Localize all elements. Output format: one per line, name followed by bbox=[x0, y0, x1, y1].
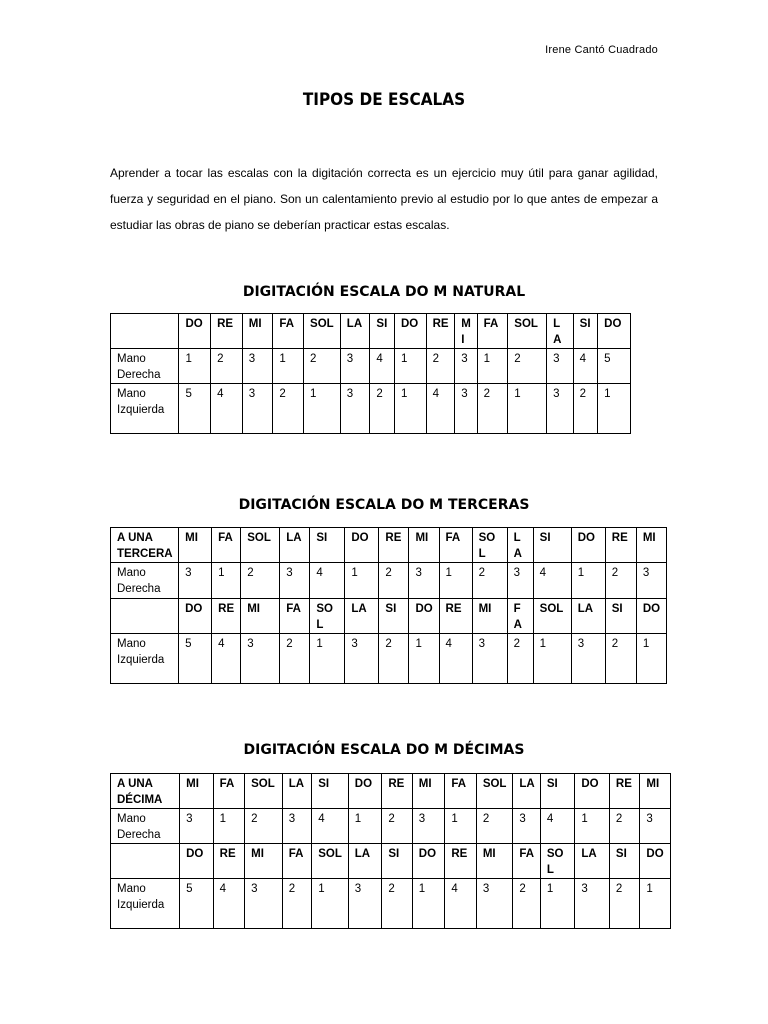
note-cell: RE bbox=[426, 314, 455, 349]
note-cell: RE bbox=[605, 528, 636, 563]
note-cell: SOL bbox=[310, 599, 345, 634]
note-cell: MI bbox=[455, 314, 477, 349]
finger-cell: 4 bbox=[573, 349, 598, 384]
intro-paragraph: Aprender a tocar las escalas con la digitación correcta es un ejercicio muy útil para ganar agilidad, fuerza y seguridad en el piano. Son un calentamiento previo al estudio por lo que antes de empezar a estudiar las obras de piano se deberían practicar estas escalas. bbox=[110, 166, 658, 232]
note-cell: FA bbox=[273, 314, 304, 349]
note-cell: FA bbox=[213, 774, 245, 809]
finger-cell: 3 bbox=[409, 563, 439, 599]
finger-cell: 3 bbox=[571, 634, 605, 684]
fingering-row bbox=[111, 809, 671, 844]
finger-cell: 1 bbox=[394, 349, 426, 384]
fingering-row bbox=[111, 384, 631, 434]
finger-cell: 1 bbox=[412, 879, 445, 929]
finger-cell: 1 bbox=[179, 349, 211, 384]
finger-cell: 3 bbox=[179, 563, 212, 599]
finger-cell: 4 bbox=[212, 634, 241, 684]
finger-cell: 3 bbox=[636, 563, 666, 599]
page-title: TIPOS DE ESCALAS bbox=[302, 90, 466, 110]
finger-cell: 3 bbox=[640, 809, 671, 844]
finger-cell: 2 bbox=[426, 349, 455, 384]
note-cell: FA bbox=[282, 844, 311, 879]
finger-cell: 3 bbox=[180, 809, 214, 844]
note-cell: SI bbox=[540, 774, 575, 809]
note-cell: MI bbox=[472, 599, 507, 634]
notes-row bbox=[111, 844, 671, 879]
note-cell: LA bbox=[340, 314, 370, 349]
finger-cell: 3 bbox=[345, 634, 379, 684]
finger-cell: 3 bbox=[513, 809, 540, 844]
finger-cell: 1 bbox=[273, 349, 304, 384]
finger-cell: 4 bbox=[213, 879, 245, 929]
finger-cell: 1 bbox=[345, 563, 379, 599]
section-title-terceras: DIGITACIÓN ESCALA DO M TERCERAS bbox=[238, 497, 530, 513]
note-cell: LA bbox=[547, 314, 574, 349]
finger-cell: 1 bbox=[598, 384, 631, 434]
row-header: Mano Derecha bbox=[111, 563, 179, 599]
finger-cell: 1 bbox=[439, 563, 472, 599]
note-cell: LA bbox=[571, 599, 605, 634]
finger-cell: 2 bbox=[282, 879, 311, 929]
terceras-scale-table bbox=[110, 527, 667, 684]
fingering-row bbox=[111, 634, 667, 684]
note-cell: SI bbox=[533, 528, 571, 563]
note-cell: SI bbox=[573, 314, 598, 349]
finger-cell: 1 bbox=[575, 809, 610, 844]
finger-cell: 2 bbox=[609, 879, 639, 929]
note-cell: SOL bbox=[312, 844, 349, 879]
finger-cell: 2 bbox=[507, 634, 533, 684]
note-cell: DO bbox=[180, 844, 214, 879]
finger-cell: 1 bbox=[304, 384, 341, 434]
finger-cell: 1 bbox=[477, 349, 508, 384]
section-title-natural: DIGITACIÓN ESCALA DO M NATURAL bbox=[242, 284, 526, 300]
note-cell: FA bbox=[477, 314, 508, 349]
note-cell: FA bbox=[439, 528, 472, 563]
fingering-row bbox=[111, 879, 671, 929]
note-cell: DO bbox=[575, 774, 610, 809]
row-header bbox=[111, 844, 180, 879]
finger-cell: 4 bbox=[439, 634, 472, 684]
finger-cell: 3 bbox=[455, 384, 477, 434]
notes-row bbox=[111, 314, 631, 349]
finger-cell: 3 bbox=[245, 879, 283, 929]
finger-cell: 1 bbox=[312, 879, 349, 929]
finger-cell: 1 bbox=[571, 563, 605, 599]
row-header: Mano Izquierda bbox=[111, 634, 179, 684]
note-cell: LA bbox=[282, 774, 311, 809]
note-cell: MI bbox=[241, 599, 280, 634]
row-header: Mano Derecha bbox=[111, 349, 179, 384]
finger-cell: 1 bbox=[213, 809, 245, 844]
note-cell: SOL bbox=[472, 528, 507, 563]
note-cell: DO bbox=[409, 599, 439, 634]
note-cell: RE bbox=[211, 314, 243, 349]
notes-row bbox=[111, 774, 671, 809]
note-cell: LA bbox=[513, 774, 540, 809]
note-cell: SOL bbox=[476, 774, 513, 809]
finger-cell: 1 bbox=[640, 879, 671, 929]
finger-cell: 3 bbox=[575, 879, 610, 929]
note-cell: RE bbox=[213, 844, 245, 879]
finger-cell: 2 bbox=[605, 634, 636, 684]
finger-cell: 1 bbox=[394, 384, 426, 434]
note-cell: SOL bbox=[304, 314, 341, 349]
finger-cell: 4 bbox=[211, 384, 243, 434]
note-cell: RE bbox=[439, 599, 472, 634]
note-cell: SI bbox=[609, 844, 639, 879]
note-cell: SI bbox=[370, 314, 395, 349]
finger-cell: 2 bbox=[304, 349, 341, 384]
finger-cell: 2 bbox=[245, 809, 283, 844]
finger-cell: 5 bbox=[180, 879, 214, 929]
finger-cell: 2 bbox=[609, 809, 639, 844]
finger-cell: 2 bbox=[379, 563, 409, 599]
finger-cell: 2 bbox=[379, 634, 409, 684]
finger-cell: 1 bbox=[445, 809, 477, 844]
finger-cell: 2 bbox=[472, 563, 507, 599]
note-cell: SI bbox=[605, 599, 636, 634]
finger-cell: 4 bbox=[310, 563, 345, 599]
finger-cell: 4 bbox=[312, 809, 349, 844]
note-cell: MI bbox=[412, 774, 445, 809]
finger-cell: 2 bbox=[477, 384, 508, 434]
finger-cell: 5 bbox=[598, 349, 631, 384]
finger-cell: 3 bbox=[348, 879, 382, 929]
row-header: Mano Izquierda bbox=[111, 879, 180, 929]
finger-cell: 2 bbox=[241, 563, 280, 599]
finger-cell: 5 bbox=[179, 634, 212, 684]
finger-cell: 2 bbox=[211, 349, 243, 384]
note-cell: LA bbox=[575, 844, 610, 879]
note-cell: SOL bbox=[245, 774, 283, 809]
note-cell: MI bbox=[180, 774, 214, 809]
note-cell: MI bbox=[636, 528, 666, 563]
section-title-decimas: DIGITACIÓN ESCALA DO M DÉCIMAS bbox=[243, 742, 525, 758]
row-header: A UNA DÉCIMA bbox=[111, 774, 180, 809]
note-cell: DO bbox=[394, 314, 426, 349]
note-cell: DO bbox=[345, 528, 379, 563]
author-name: Irene Cantó Cuadrado bbox=[545, 44, 658, 56]
note-cell: MI bbox=[409, 528, 439, 563]
finger-cell: 1 bbox=[508, 384, 547, 434]
note-cell: FA bbox=[513, 844, 540, 879]
fingering-row bbox=[111, 563, 667, 599]
finger-cell: 3 bbox=[340, 349, 370, 384]
row-header: A UNA TERCERA bbox=[111, 528, 179, 563]
finger-cell: 4 bbox=[370, 349, 395, 384]
note-cell: RE bbox=[212, 599, 241, 634]
finger-cell: 2 bbox=[382, 879, 412, 929]
note-cell: RE bbox=[379, 528, 409, 563]
note-cell: SOL bbox=[540, 844, 575, 879]
note-cell: FA bbox=[280, 599, 310, 634]
note-cell: SI bbox=[310, 528, 345, 563]
finger-cell: 3 bbox=[472, 634, 507, 684]
finger-cell: 1 bbox=[212, 563, 241, 599]
note-cell: MI bbox=[476, 844, 513, 879]
finger-cell: 3 bbox=[280, 563, 310, 599]
row-header bbox=[111, 314, 179, 349]
note-cell: SOL bbox=[241, 528, 280, 563]
finger-cell: 2 bbox=[605, 563, 636, 599]
finger-cell: 3 bbox=[547, 384, 574, 434]
finger-cell: 2 bbox=[508, 349, 547, 384]
finger-cell: 3 bbox=[476, 879, 513, 929]
note-cell: DO bbox=[636, 599, 666, 634]
note-cell: LA bbox=[348, 844, 382, 879]
finger-cell: 3 bbox=[507, 563, 533, 599]
note-cell: MI bbox=[242, 314, 273, 349]
note-cell: MI bbox=[179, 528, 212, 563]
finger-cell: 1 bbox=[348, 809, 382, 844]
finger-cell: 4 bbox=[533, 563, 571, 599]
finger-cell: 1 bbox=[533, 634, 571, 684]
note-cell: DO bbox=[348, 774, 382, 809]
note-cell: DO bbox=[640, 844, 671, 879]
note-cell: DO bbox=[179, 599, 212, 634]
note-cell: DO bbox=[571, 528, 605, 563]
note-cell: DO bbox=[412, 844, 445, 879]
note-cell: RE bbox=[445, 844, 477, 879]
note-cell: MI bbox=[245, 844, 283, 879]
finger-cell: 2 bbox=[382, 809, 412, 844]
finger-cell: 3 bbox=[547, 349, 574, 384]
note-cell: LA bbox=[345, 599, 379, 634]
finger-cell: 2 bbox=[280, 634, 310, 684]
finger-cell: 4 bbox=[540, 809, 575, 844]
note-cell: FA bbox=[445, 774, 477, 809]
finger-cell: 3 bbox=[455, 349, 477, 384]
finger-cell: 2 bbox=[370, 384, 395, 434]
finger-cell: 3 bbox=[282, 809, 311, 844]
finger-cell: 2 bbox=[513, 879, 540, 929]
finger-cell: 3 bbox=[340, 384, 370, 434]
note-cell: DO bbox=[179, 314, 211, 349]
row-header: Mano Izquierda bbox=[111, 384, 179, 434]
note-cell: SI bbox=[379, 599, 409, 634]
finger-cell: 1 bbox=[636, 634, 666, 684]
note-cell: MI bbox=[640, 774, 671, 809]
notes-row bbox=[111, 599, 667, 634]
row-header: Mano Derecha bbox=[111, 809, 180, 844]
decimas-scale-table bbox=[110, 773, 671, 929]
note-cell: LA bbox=[507, 528, 533, 563]
finger-cell: 2 bbox=[273, 384, 304, 434]
note-cell: SOL bbox=[508, 314, 547, 349]
finger-cell: 2 bbox=[573, 384, 598, 434]
finger-cell: 3 bbox=[412, 809, 445, 844]
note-cell: LA bbox=[280, 528, 310, 563]
note-cell: RE bbox=[382, 774, 412, 809]
finger-cell: 3 bbox=[242, 384, 273, 434]
finger-cell: 4 bbox=[426, 384, 455, 434]
finger-cell: 3 bbox=[242, 349, 273, 384]
note-cell: RE bbox=[609, 774, 639, 809]
finger-cell: 1 bbox=[540, 879, 575, 929]
row-header bbox=[111, 599, 179, 634]
finger-cell: 1 bbox=[310, 634, 345, 684]
notes-row bbox=[111, 528, 667, 563]
finger-cell: 4 bbox=[445, 879, 477, 929]
note-cell: FA bbox=[507, 599, 533, 634]
note-cell: SOL bbox=[533, 599, 571, 634]
fingering-row bbox=[111, 349, 631, 384]
finger-cell: 3 bbox=[241, 634, 280, 684]
note-cell: DO bbox=[598, 314, 631, 349]
finger-cell: 1 bbox=[409, 634, 439, 684]
note-cell: SI bbox=[312, 774, 349, 809]
finger-cell: 2 bbox=[476, 809, 513, 844]
natural-scale-table bbox=[110, 313, 631, 434]
finger-cell: 5 bbox=[179, 384, 211, 434]
note-cell: SI bbox=[382, 844, 412, 879]
note-cell: FA bbox=[212, 528, 241, 563]
